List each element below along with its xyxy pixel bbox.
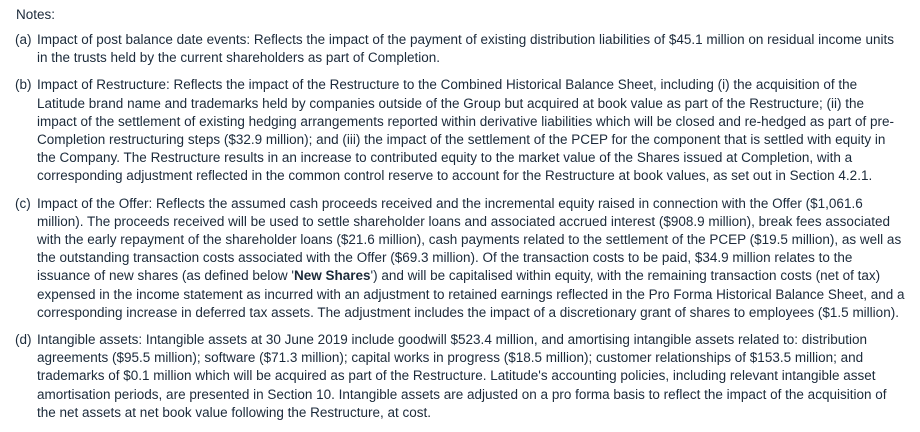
note-text-b: Impact of Restructure: Reflects the impact of the Restructure to the Combined Historical Balance Sheet, including (i) the acquisition of the Latitude brand name and trademarks held by companies outside of the Group but acquired at book value as part of the Restructure; (ii) the impact of the settlement of existing hedging arrangements reported within derivative liabilities which will be closed and re-hedged as part of pre-Completion restructuring steps ($32.9 million); and (iii) the impact of the settlement of the PCEP for the component that is settled with equity in the Company. The Restructure results in an increase to contributed equity to the market value of the Shares issued at Completion, with a corresponding adjustment reflected in the common control reserve to account for the Restructure at book values, as set out in Section 4.2.1. [37, 77, 894, 184]
note-marker-c: (c) [15, 195, 31, 211]
note-text-c [37, 195, 906, 322]
note-item-c [14, 195, 906, 322]
note-marker-b: (b) [15, 77, 32, 93]
note-text-d: Intangible assets: Intangible assets at 30 June 2019 include goodwill $523.4 million, and amortising intangible assets related to: distribution agreements ($95.5 million); software ($71.3 million); capital works in progress ($18.5 million); customer relationships of $153.5 million; and trademarks of $0.1 million which will be acquired as part of the Restructure. Latitude's accounting policies, including relevant intangible asset amortisation periods, are presented in Section 10. Intangible assets are adjusted on a pro forma basis to reflect the impact of the acquisition of the net assets at net book value following the Restructure, at cost. [37, 332, 887, 420]
note-text-c-part2: ') and will be capitalised within equity, with the remaining transaction costs (net of tax) expensed in the income statement as incurred with an adjustment to retained earnings reflected in the Pro Forma Historical Balance Sheet, and a corresponding increase in deferred tax assets. The adjustment includes the impact of a discretionary grant of shares to employees ($1.5 million). [37, 268, 905, 320]
page-title: Notes: [16, 7, 56, 22]
note-item-b [14, 76, 906, 185]
note-text-a: Impact of post balance date events: Reflects the impact of the payment of existing distribution liabilities of $45.1 million on residual income units in the trusts held by the current shareholders as part of Completion. [37, 32, 894, 66]
note-text-c-part1: Impact of the Offer: Reflects the assumed cash proceeds received and the incremental equity raised in connection with the Offer ($1,061.6 million). The proceeds received will be used to settle shareholder loans and associated accrued interest ($908.9 million), break fees associated with the early repayment of the shareholder loans ($21.6 million), cash payments related to the settlement of the PCEP ($19.5 million), as well as the outstanding transaction costs associated with the Offer ($69.3 million). Of the transaction costs to be paid, $34.9 million relates to the issuance of new shares (as defined below ' [37, 195, 902, 284]
note-marker-a: (a) [15, 32, 32, 47]
note-marker-d: (d) [15, 332, 32, 348]
note-item-d [14, 331, 906, 422]
note-bold-term-new-shares: New Shares [293, 268, 371, 284]
note-item-a [14, 31, 906, 67]
